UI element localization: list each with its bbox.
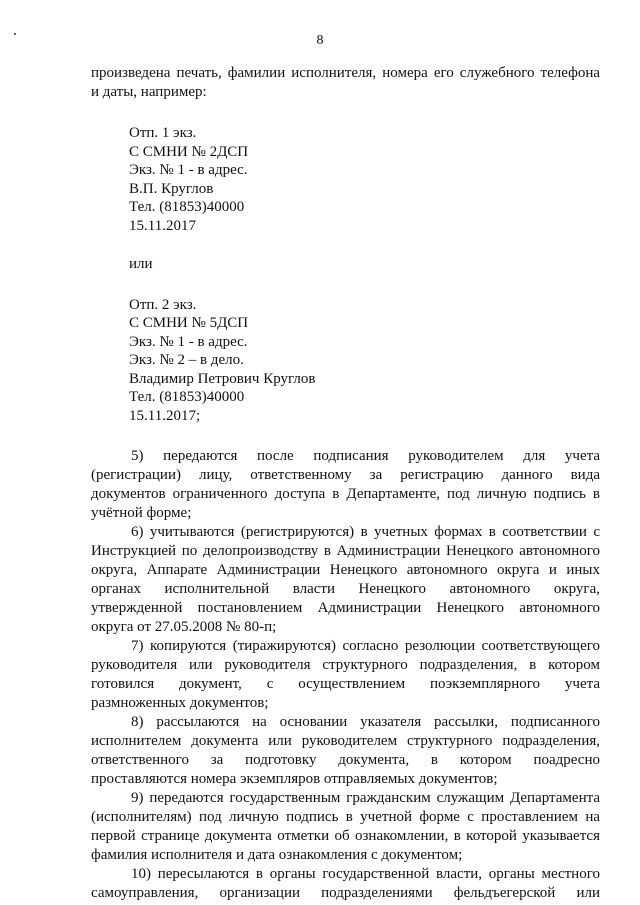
list-item-7: [91, 637, 600, 713]
text-line: произведена печать, фамилии исполнителя, номера его служебного телефона: [91, 65, 600, 81]
text-line: утвержденной постановлением Администрации Ненецкого автономного: [91, 600, 600, 616]
separator-word: или: [129, 256, 153, 272]
separator-block: [91, 255, 600, 274]
text-line: документов ограниченного доступа в Департаменте, под личную подпись в: [91, 486, 600, 502]
text-line: 9) передаются государственным гражданским служащим Департамента: [131, 790, 600, 806]
example-line: Тел. (81853)40000: [129, 389, 245, 405]
example-line: С СМНИ № 5ДСП: [129, 315, 249, 331]
example-line: Экз. № 2 – в дело.: [129, 352, 244, 368]
example-line: 15.11.2017;: [129, 407, 201, 424]
text-line: готовился документ, с осуществлением поэкземплярного учета: [91, 676, 600, 692]
example-line: Владимир Петрович Круглов: [129, 370, 316, 387]
example-line: 15.11.2017: [129, 217, 196, 234]
text-line: исполнителем документа или руководителем структурного подразделения,: [91, 733, 600, 749]
list-item-6: [91, 523, 600, 637]
intro-paragraph: [91, 64, 600, 102]
text-line: округа, Аппарате Администрации Ненецкого автономного округа и иных: [91, 562, 600, 578]
document-body: [91, 64, 600, 903]
example-line: С СМНИ № 2ДСП: [129, 143, 249, 160]
text-line: самоуправления, организации подразделениями фельдъегерской или: [91, 885, 600, 901]
example-line: Отп. 1 экз.: [129, 125, 197, 141]
text-line: (регистрации) лицу, ответственному за регистрацию данного вида: [91, 467, 600, 483]
text-line: фамилия исполнителя и дата ознакомления с документом;: [91, 847, 463, 863]
text-line: первой странице документа отметки об ознакомлении, в которой указывается: [91, 828, 600, 844]
text-line: и даты, например:: [91, 84, 207, 100]
text-line: 7) копируются (тиражируются) согласно резолюции соответствующего: [131, 638, 600, 654]
text-line: размноженных документов;: [91, 695, 269, 711]
example-line: Отп. 2 экз.: [129, 296, 197, 313]
text-line: (исполнителям) под личную подпись в учетной форме с проставлением на: [91, 809, 600, 825]
example-line: В.П. Круглов: [129, 180, 214, 197]
list-item-9: [91, 789, 600, 865]
example-block-1: [91, 124, 600, 235]
text-line: 10) пересылаются в органы государственной власти, органы местного: [131, 866, 600, 882]
list-item-5: [91, 447, 600, 523]
example-block-2: [91, 296, 600, 426]
list-item-10: [91, 865, 600, 903]
text-line: руководителя или руководителя структурного подразделения, в котором: [91, 657, 600, 673]
example-line: Экз. № 1 - в адрес.: [129, 162, 248, 178]
text-line: 6) учитываются (регистрируются) в учетных формах в соответствии с: [131, 524, 600, 540]
list-item-8: [91, 713, 600, 789]
text-line: проставляются номера экземпляров отправляемых документов;: [91, 771, 498, 787]
text-line: учётной форме;: [91, 505, 192, 521]
text-line: округа от 27.05.2008 № 80-п;: [91, 619, 277, 635]
text-line: 5) передаются после подписания руководителем для учета: [131, 448, 600, 464]
page-number: 8: [316, 33, 324, 48]
text-line: 8) рассылаются на основании указателя рассылки, подписанного: [131, 714, 600, 730]
text-line: ответственного за подготовку документа, в котором поадресно: [91, 752, 600, 768]
example-line: Экз. № 1 - в адрес.: [129, 333, 248, 350]
text-line: органах исполнительной власти Ненецкого автономного округа,: [91, 581, 600, 597]
example-line: Тел. (81853)40000: [129, 199, 245, 215]
text-line: Инструкцией по делопроизводству в Администрации Ненецкого автономного: [91, 543, 600, 559]
